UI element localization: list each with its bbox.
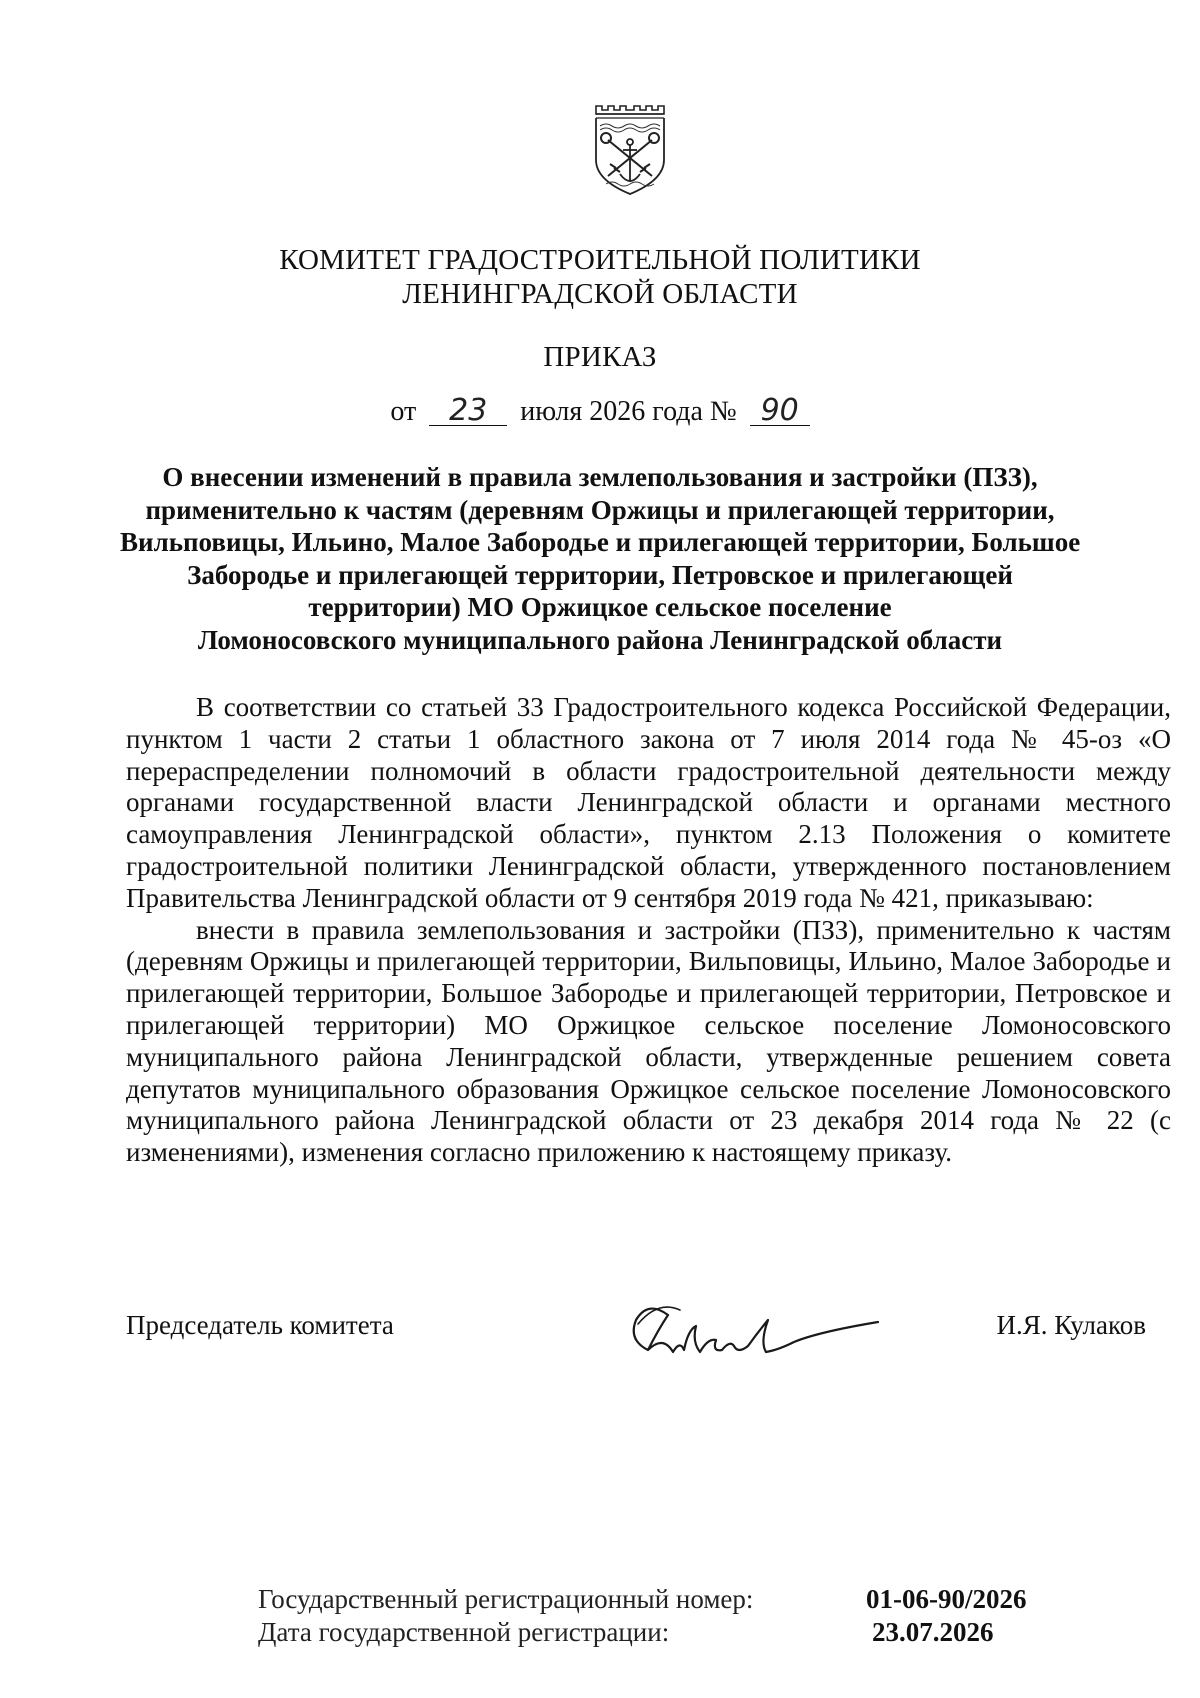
body-paragraph-resolution: внести в правила землепользования и застройки (ПЗЗ), применительно к частям (деревням Оржицы и прилегающей территории, Вильповицы, Ильино, Малое Забородье и прилегающей территории, Большое Забородье и прилегающей территории, Петровское и прилегающей территории) МО Оржицкое сельское поселение Ломоносовского муниципального района Ленинградской области, утвержденные решением совета депутатов муниципального образования Оржицкое сельское поселение Ломоносовского муниципального района Ленинградской области от 23 декабря 2014 года № 22 (с изменениями), изменения согласно приложению к настоящему приказу. bbox=[126, 914, 1171, 1168]
signatory-name: И.Я. Кулаков bbox=[996, 1310, 1146, 1340]
order-prefix: от bbox=[390, 396, 417, 427]
title-line: Забородье и прилегающей территории, Петровское и прилегающей bbox=[187, 559, 1013, 590]
organization-name-line2: ЛЕНИНГРАДСКОЙ ОБЛАСТИ bbox=[402, 278, 798, 310]
registration-number-label: Государственный регистрационный номер: bbox=[258, 1584, 754, 1614]
title-line: территории) МО Оржицкое сельское поселение bbox=[308, 592, 892, 622]
signatory-role: Председатель комитета bbox=[126, 1310, 394, 1340]
coat-of-arms-icon bbox=[592, 100, 668, 198]
title-line: применительно к частям (деревням Оржицы и прилегающей территории, bbox=[145, 494, 1055, 525]
body-paragraph-preamble: В соответствии со статьей 33 Градостроительного кодекса Российской Федерации, пунктом 1 части 2 статьи 1 областного закона от 7 июля 2014 года № 45-оз «О перераспределении полномочий в области градостроительной деятельности между органами государственной власти Ленинградской области и органами местного самоуправления Ленинградской области», пунктом 2.13 Положения о комитете градостроительной политики Ленинградской области, утвержденного постановлением Правительства Ленинградской области от 9 сентября 2019 года № 421, приказываю: bbox=[126, 692, 1171, 913]
handwritten-signature-icon bbox=[618, 1280, 898, 1380]
order-date-number bbox=[0, 395, 1200, 429]
document-type: ПРИКАЗ bbox=[543, 341, 657, 373]
title-line: Вильповицы, Ильино, Малое Забородье и прилегающей территории, Большое bbox=[120, 527, 1081, 557]
registration-date-value: 23.07.2026 bbox=[872, 1617, 994, 1647]
registration-number-value: 01-06-90/2026 bbox=[866, 1584, 1027, 1614]
organization-name-line1: КОМИТЕТ ГРАДОСТРОИТЕЛЬНОЙ ПОЛИТИКИ bbox=[279, 244, 921, 276]
registration-date-label: Дата государственной регистрации: bbox=[258, 1617, 670, 1647]
order-body bbox=[126, 692, 1171, 1169]
order-number-handwritten: 90 bbox=[750, 397, 810, 426]
order-day-handwritten: 23 bbox=[429, 397, 507, 426]
order-title bbox=[120, 461, 1080, 656]
order-number-sign: № bbox=[709, 396, 737, 427]
title-line: Ломоносовского муниципального района Ленинградской области bbox=[197, 624, 1003, 655]
order-month-year: июля 2026 года bbox=[520, 396, 703, 427]
title-line: О внесении изменений в правила землепользования и застройки (ПЗЗ), bbox=[162, 462, 1038, 492]
